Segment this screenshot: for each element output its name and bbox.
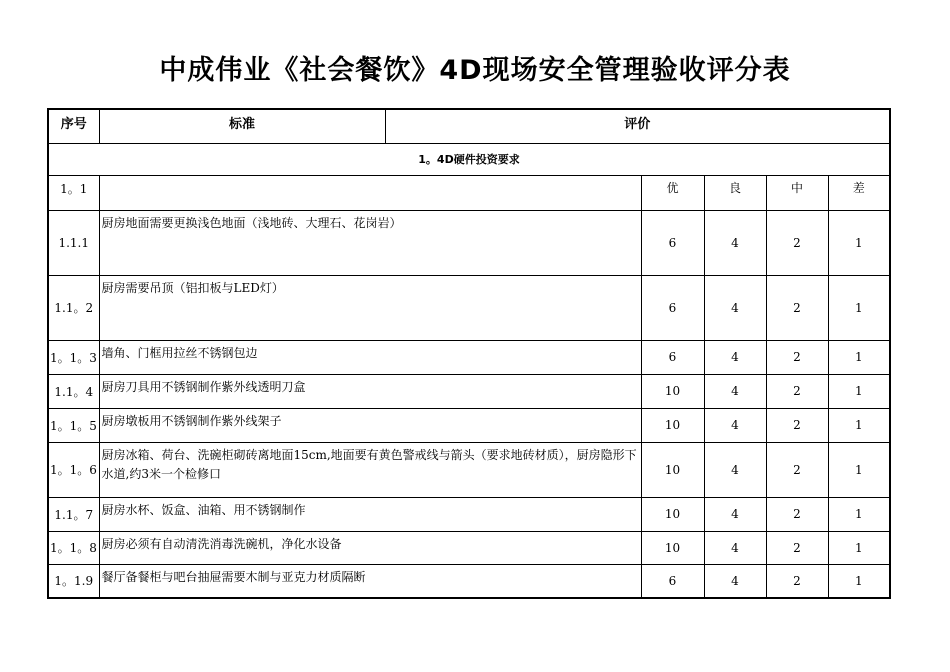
score-poor: 1 [828,374,890,408]
group-row [48,175,890,210]
grade-excellent: 优 [641,175,704,210]
score-fair: 2 [766,374,828,408]
header-no: 序号 [48,109,99,143]
score-poor: 1 [828,531,890,564]
score-excellent: 6 [641,275,704,340]
score-poor: 1 [828,275,890,340]
score-poor: 1 [828,210,890,275]
row-text: 厨房墩板用不锈钢制作紫外线架子 [99,408,641,442]
section-row [48,143,890,175]
table-header-row [48,109,890,143]
score-fair: 2 [766,531,828,564]
table-row [48,210,890,275]
score-good: 4 [704,564,766,598]
row-text: 厨房水杯、饭盒、油箱、用不锈钢制作 [99,497,641,531]
table-row [48,564,890,598]
score-excellent: 6 [641,564,704,598]
row-no: 1.1。4 [48,374,99,408]
score-good: 4 [704,340,766,374]
row-no: 1.1。7 [48,497,99,531]
table-row [48,340,890,374]
score-excellent: 10 [641,374,704,408]
score-fair: 2 [766,442,828,497]
row-text: 厨房地面需要更换浅色地面（浅地砖、大理石、花岗岩） [99,210,641,275]
row-text: 厨房需要吊顶（铝扣板与LED灯） [99,275,641,340]
score-excellent: 10 [641,531,704,564]
score-fair: 2 [766,340,828,374]
grade-good: 良 [704,175,766,210]
score-good: 4 [704,408,766,442]
row-text: 厨房必须有自动清洗消毒洗碗机，净化水设备 [99,531,641,564]
score-fair: 2 [766,275,828,340]
group-no: 1。1 [48,175,99,210]
row-no: 1。1。3 [48,340,99,374]
scoring-table [47,108,891,599]
row-no: 1.1。2 [48,275,99,340]
grade-fair: 中 [766,175,828,210]
grade-poor: 差 [828,175,890,210]
score-poor: 1 [828,408,890,442]
score-excellent: 10 [641,497,704,531]
score-poor: 1 [828,564,890,598]
score-good: 4 [704,374,766,408]
score-good: 4 [704,275,766,340]
header-standard: 标准 [99,109,385,143]
score-poor: 1 [828,497,890,531]
table-row [48,408,890,442]
row-no: 1。1。6 [48,442,99,497]
score-fair: 2 [766,210,828,275]
row-no: 1.1.1 [48,210,99,275]
row-text: 厨房冰箱、荷台、洗碗柜砌砖离地面15cm,地面要有黄色警戒线与箭头（要求地砖材质），厨房隐形下水道,约3米一个检修口 [99,442,641,497]
score-good: 4 [704,442,766,497]
table-row [48,497,890,531]
table-row [48,275,890,340]
score-excellent: 10 [641,408,704,442]
score-poor: 1 [828,442,890,497]
table-row [48,531,890,564]
score-good: 4 [704,497,766,531]
score-fair: 2 [766,408,828,442]
score-good: 4 [704,531,766,564]
group-blank [99,175,641,210]
row-no: 1。1。8 [48,531,99,564]
score-fair: 2 [766,564,828,598]
row-text: 墙角、门框用拉丝不锈钢包边 [99,340,641,374]
header-evaluation: 评价 [385,109,890,143]
score-poor: 1 [828,340,890,374]
table-row [48,442,890,497]
row-text: 餐厅备餐柜与吧台抽屉需要木制与亚克力材质隔断 [99,564,641,598]
section-label: 1。4D硬件投资要求 [48,143,890,175]
score-fair: 2 [766,497,828,531]
score-excellent: 10 [641,442,704,497]
row-text: 厨房刀具用不锈钢制作紫外线透明刀盒 [99,374,641,408]
table-row [48,374,890,408]
row-no: 1。1.9 [48,564,99,598]
score-good: 4 [704,210,766,275]
score-excellent: 6 [641,210,704,275]
row-no: 1。1。5 [48,408,99,442]
score-excellent: 6 [641,340,704,374]
page-title: 中成伟业《社会餐饮》4D现场安全管理验收评分表 [159,55,791,86]
